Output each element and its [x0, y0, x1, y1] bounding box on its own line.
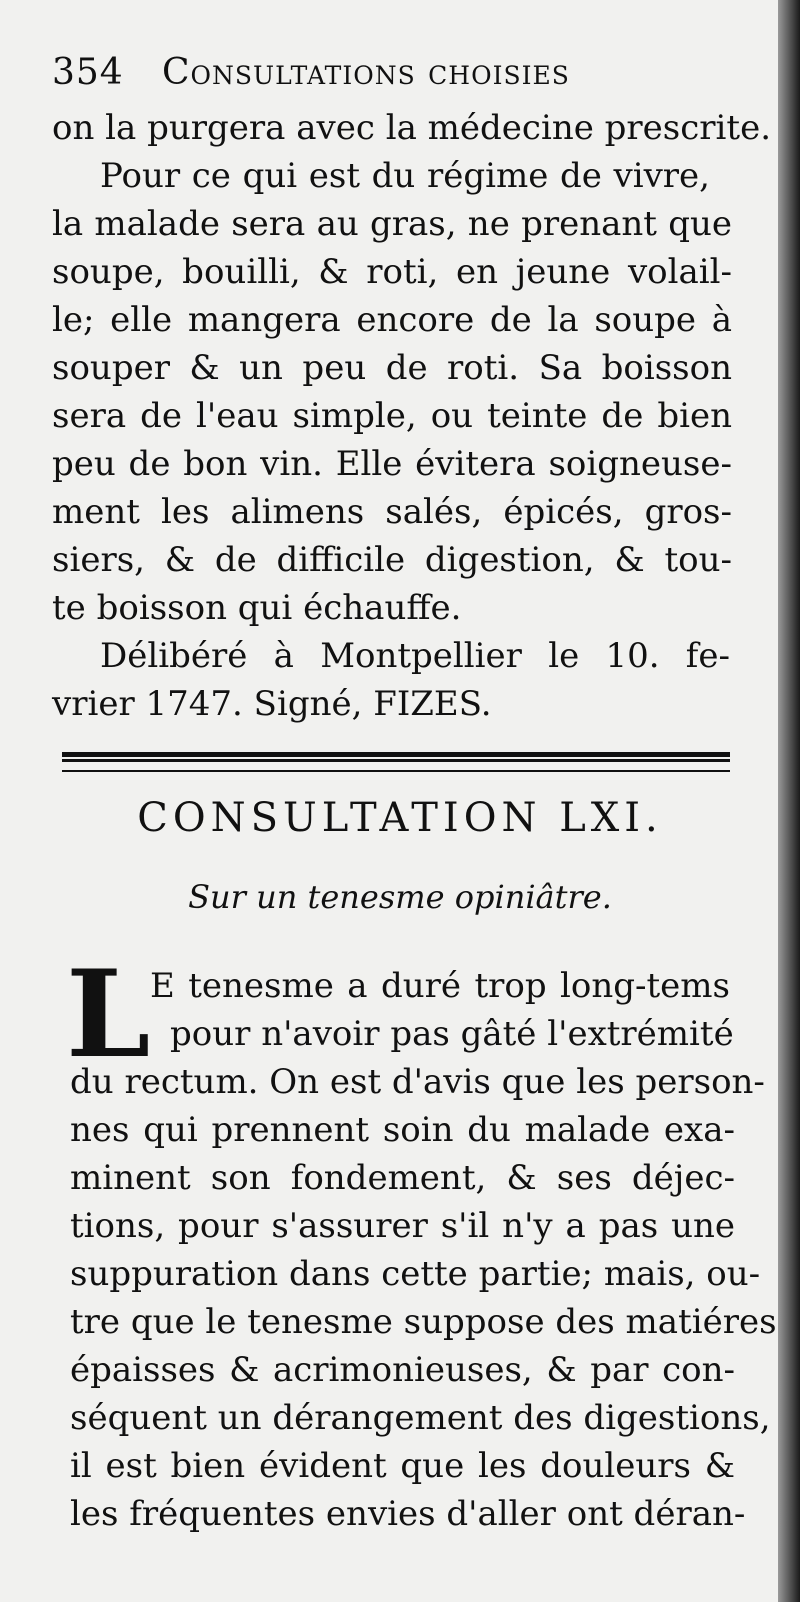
text-line: soupe, bouilli, & roti, en jeune volail-	[52, 252, 732, 292]
text-line: te boisson qui échauffe.	[52, 588, 462, 628]
section-divider-thin	[62, 770, 730, 772]
text-line: tre que le tenesme suppose des matiéres	[70, 1302, 777, 1342]
text-line: séquent un dérangement des digestions,	[70, 1398, 771, 1438]
text-line: le; elle mangera encore de la soupe à	[52, 300, 732, 340]
text-line: sera de l'eau simple, ou teinte de bien	[52, 396, 732, 436]
text-line: du rectum. On est d'avis que les person-	[70, 1062, 765, 1102]
text-line: les fréquentes envies d'aller ont déran-	[70, 1494, 746, 1534]
running-title: Consultations choisies	[162, 52, 570, 93]
text-line: minent son fondement, & ses déjec-	[70, 1158, 735, 1198]
text-line: ment les alimens salés, épicés, gros-	[52, 492, 732, 532]
page-number: 354	[52, 52, 124, 93]
text-line: Délibéré à Montpellier le 10. fe-	[100, 636, 730, 676]
section-divider	[62, 752, 730, 762]
consultation-heading: CONSULTATION LXI.	[137, 795, 663, 841]
running-header	[52, 52, 752, 98]
text-line: vrier 1747. Signé, FIZES.	[52, 684, 492, 724]
text-line: suppuration dans cette partie; mais, ou-	[70, 1254, 761, 1294]
text-line: on la purgera avec la médecine prescrite.	[52, 108, 771, 148]
text-line: siers, & de difficile digestion, & tou-	[52, 540, 732, 580]
text-line: peu de bon vin. Elle évitera soigneuse-	[52, 444, 732, 484]
text-line: Pour ce qui est du régime de vivre,	[100, 156, 710, 196]
text-line: épaisses & acrimonieuses, & par con-	[70, 1350, 735, 1390]
text-line: il est bien évident que les douleurs &	[70, 1446, 735, 1486]
text-line: souper & un peu de roti. Sa boisson	[52, 348, 732, 388]
page-edge-shadow	[778, 0, 800, 1602]
consultation-subtitle: Sur un tenesme opiniâtre.	[188, 878, 612, 916]
text-line: tions, pour s'assurer s'il n'y a pas une	[70, 1206, 735, 1246]
drop-cap: L	[66, 944, 151, 1085]
text-line: E tenesme a duré trop long-tems	[150, 966, 730, 1006]
text-line: nes qui prennent soin du malade exa-	[70, 1110, 735, 1150]
text-line: pour n'avoir pas gâté l'extrémité	[170, 1014, 734, 1054]
text-line: la malade sera au gras, ne prenant que	[52, 204, 732, 244]
